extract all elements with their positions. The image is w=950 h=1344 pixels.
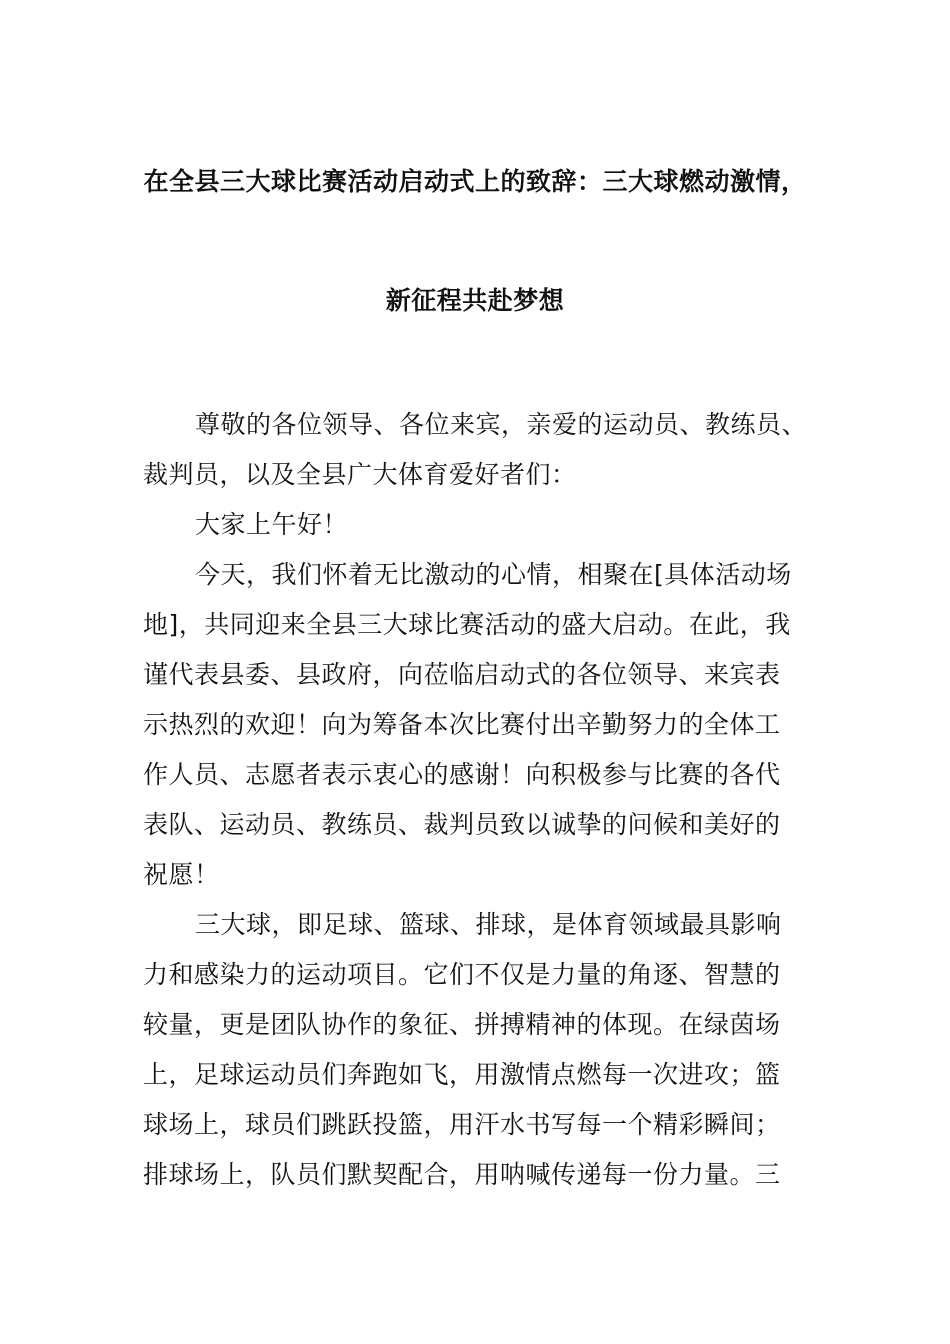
text-line: 示热烈的欢迎！向为筹备本次比赛付出辛勤努力的全体工 bbox=[143, 710, 781, 739]
text-line: 大家上午好！ bbox=[195, 510, 349, 539]
paragraph-salutation bbox=[143, 400, 807, 500]
text-line: 上，足球运动员们奔跑如飞，用激情点燃每一次进攻；篮 bbox=[143, 1060, 781, 1089]
paragraph-welcome bbox=[143, 550, 807, 900]
text-line: 祝愿！ bbox=[143, 860, 220, 889]
text-line: 三大球，即足球、篮球、排球，是体育领域最具影响 bbox=[195, 910, 782, 939]
document-title-line-1: 在全县三大球比赛活动启动式上的致辞：三大球燃动激情， bbox=[143, 167, 807, 196]
text-line: 表队、运动员、教练员、裁判员致以诚挚的问候和美好的 bbox=[143, 810, 781, 839]
paragraph-three-balls bbox=[143, 900, 807, 1200]
text-line: 作人员、志愿者表示衷心的感谢！向积极参与比赛的各代 bbox=[143, 760, 781, 789]
paragraph-greeting bbox=[143, 500, 807, 550]
text-line: 排球场上，队员们默契配合，用呐喊传递每一份力量。三 bbox=[143, 1160, 781, 1189]
text-line: 地]，共同迎来全县三大球比赛活动的盛大启动。在此，我 bbox=[143, 610, 791, 639]
text-line: 尊敬的各位领导、各位来宾，亲爱的运动员、教练员、 bbox=[195, 410, 808, 439]
text-line: 裁判员，以及全县广大体育爱好者们： bbox=[143, 460, 577, 489]
text-line: 较量，更是团队协作的象征、拼搏精神的体现。在绿茵场 bbox=[143, 1010, 781, 1039]
text-line: 力和感染力的运动项目。它们不仅是力量的角逐、智慧的 bbox=[143, 960, 781, 989]
document-body bbox=[143, 400, 807, 1200]
document-title-line-2: 新征程共赴梦想 bbox=[385, 286, 565, 315]
text-line: 谨代表县委、县政府，向莅临启动式的各位领导、来宾表 bbox=[143, 660, 781, 689]
text-line: 球场上，球员们跳跃投篮，用汗水书写每一个精彩瞬间； bbox=[143, 1110, 781, 1139]
text-line: 今天，我们怀着无比激动的心情，相聚在[具体活动场 bbox=[195, 560, 792, 589]
